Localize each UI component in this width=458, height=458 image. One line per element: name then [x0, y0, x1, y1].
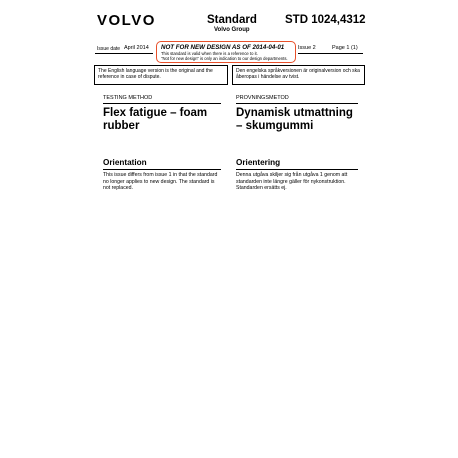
issue-date-label: Issue date [97, 46, 121, 52]
meta-rule-left [95, 53, 153, 54]
orientation-heading-swedish: Orientering [236, 158, 281, 167]
orientation-heading-english: Orientation [103, 158, 147, 167]
title-swedish: Dynamisk utmattning – skumgummi [236, 107, 353, 132]
language-note-swedish: Den engelska språkversionen är originalversion och ska åberopas i händelse av tvist. [232, 65, 365, 85]
standard-number: STD 1024,4312 [285, 14, 366, 26]
volvo-logo: VOLVO [97, 12, 156, 29]
orientation-text-english: This issue differs from issue 1 in that the standard no longer applies to new design. The standard is not replaced. [103, 172, 218, 192]
organization-name: Volvo Group [214, 27, 250, 33]
issue-date: April 2014 [124, 45, 149, 51]
notice-line-1: This standard is valid when there is a reference to it. [161, 51, 258, 56]
issue-number: Issue 2 [298, 45, 316, 51]
orientation-rule-swedish [236, 169, 358, 170]
notice-line-2: "Not for new design" is only an indication to our design departments. [161, 56, 288, 61]
document-type: Standard [207, 14, 257, 26]
page-number: Page 1 (1) [332, 45, 358, 51]
section-rule-english [103, 103, 221, 104]
orientation-rule-english [103, 169, 221, 170]
orientation-text-swedish: Denna utgåva skiljer sig från utgåva 1 genom att standarden inte längre gäller för nykonstruktion. Standarden ersätts ej. [236, 172, 348, 192]
title-english: Flex fatigue – foam rubber [103, 107, 208, 132]
language-note-english: The English language version is the original and the reference in case of dispute. [94, 65, 228, 85]
notice-title: NOT FOR NEW DESIGN AS OF 2014-04-01 [161, 44, 285, 51]
meta-rule-right [298, 53, 363, 54]
section-rule-swedish [236, 103, 358, 104]
section-label-english: TESTING METHOD [103, 95, 153, 101]
not-for-new-design-notice [156, 41, 296, 63]
section-label-swedish: PROVNINGSMETOD [236, 95, 289, 101]
